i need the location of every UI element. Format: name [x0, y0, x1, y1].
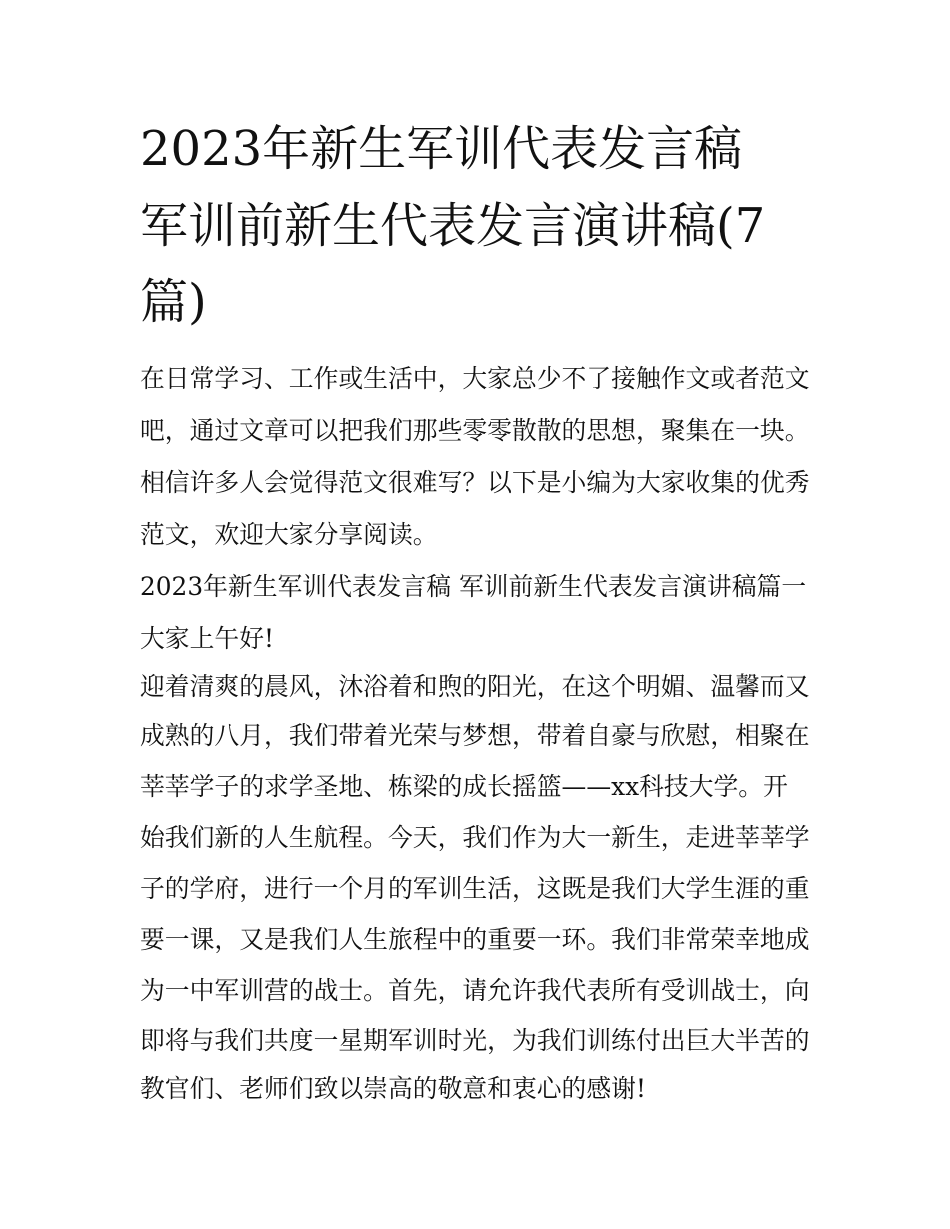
body-line: 相信许多人会觉得范文很难写？以下是小编为大家收集的优秀 — [140, 468, 810, 497]
body-line: 教官们、老师们致以崇高的敬意和衷心的感谢! — [140, 1074, 646, 1103]
section-heading: 2023年新生军训代表发言稿 军训前新生代表发言演讲稿篇一 — [140, 572, 807, 601]
body-line: 吧，通过文章可以把我们那些零零散散的思想，聚集在一块。 — [140, 416, 810, 445]
title-line-1: 2023年新生军训代表发言稿 — [140, 121, 743, 177]
body-line: 为一中军训营的战士。首先，请允许我代表所有受训战士，向 — [140, 976, 810, 1005]
body-line: 莘莘学子的求学圣地、栋梁的成长摇篮——xx科技大学。开 — [140, 772, 788, 801]
body-line: 范文，欢迎大家分享阅读。 — [140, 520, 438, 549]
title-line-3: 篇) — [140, 274, 207, 330]
body-line: 要一课，又是我们人生旅程中的重要一环。我们非常荣幸地成 — [140, 925, 810, 954]
body-line: 子的学府，进行一个月的军训生活，这既是我们大学生涯的重 — [140, 874, 810, 903]
greeting-line: 大家上午好! — [140, 624, 274, 653]
body-line: 成熟的八月，我们带着光荣与梦想，带着自豪与欣慰，相聚在 — [140, 721, 810, 750]
body-line: 在日常学习、工作或生活中，大家总少不了接触作文或者范文 — [140, 364, 810, 393]
body-line: 即将与我们共度一星期军训时光，为我们训练付出巨大半苦的 — [140, 1026, 810, 1055]
body-line: 迎着清爽的晨风，沐浴着和煦的阳光，在这个明媚、温馨而又 — [140, 672, 810, 701]
body-line: 始我们新的人生航程。今天，我们作为大一新生，走进莘莘学 — [140, 823, 810, 852]
title-line-2: 军训前新生代表发言演讲稿(7 — [140, 198, 766, 254]
